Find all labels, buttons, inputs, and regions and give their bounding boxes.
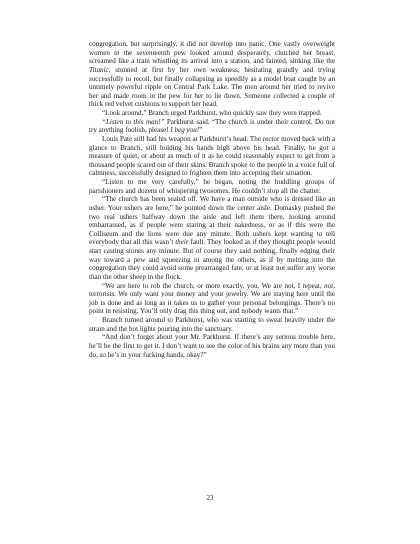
text-run: fault. They looked as if they thought people would start casting stones any minute. But of course they said nothing, finally edging their way toward a pew and squeezing in among the others, as if by melting into the congregation they could avoid some prearranged fate, or at least not suffer any worse than the other sheep in the flock.	[89, 238, 335, 281]
paragraph	[89, 118, 335, 135]
italic-text-run: Titanic	[89, 65, 109, 74]
text-run: “Listen to me very carefully,” he began, noting the huddling groups of parishioners and dozens of whispering twosomes. He couldn’t stop all the chatter.	[89, 178, 335, 195]
paragraph	[89, 333, 335, 359]
text-run: Louis Pate still had his weapon at Parkhurst’s head. The rector moved back with a glance to Branch, still holding his hands high above his head. Finally, he got a measure of quiet, or about as much of it as he could reasonably expect to get from a thousand people scared out of their skins. Branch spoke to the people in a voice full of calmness, successfully designed to frighten them into accepting their situation.	[89, 134, 335, 178]
paragraph	[89, 195, 335, 281]
text-run: Branch turned around to Parkhurst, who was starting to sweat heavily under the strain and the hot lights pouring into the sanctuary.	[89, 316, 335, 333]
paragraph	[89, 282, 335, 317]
text-run: ”	[199, 126, 203, 135]
text-run: , stunned at first by her own weakness, hesitating grandly and trying successfully to recoil, but finally collapsing as speedily as a model boat caught by an untimely powerful ripple on Central Park Lake. The men around her tried to revive her and made room in the pew for her to lie down. Someone collected a couple of thick red velvet cushions to support her head.	[89, 65, 335, 109]
paragraph	[89, 109, 335, 118]
text-run: “Look around,” Branch urged Parkhurst, who quickly saw they were trapped.	[102, 109, 322, 117]
paragraph	[89, 40, 335, 109]
text-run: , terrorists. We only want your money and your jewelry. We are staying here until the job is done and as long as it takes us to gather your personal belongings. There’s no point in resisting. You’ll only drag this thing out, and nobody wants that.”	[89, 281, 335, 316]
paragraph	[89, 135, 335, 178]
text-run: congregation, but surprisingly, it did not develop into panic. One vastly overweight women in the seventeenth pew looked around desperately, clutched her breast, screamed like a train whistling its arrival into a station, and fainted, sinking like the	[89, 40, 335, 66]
text-run: “The church has been sealed off. We have a man outside who is dressed like an usher. Your ushers are here,” he pointed down the center aisle. Domasky pushed the two real ushers halfway down the aisle and left them there, looking around embarrassed, as if people were staring at their nakedness, or as if this were the Colliseum and the lions were due any minute. Both ushers kept wanting to tell everybody that all this wasn’t	[89, 195, 335, 247]
italic-text-run: I beg you!	[170, 126, 200, 135]
text-run: Parkhurst said. “The church is under their control. Do not try anything foolish, please!	[89, 117, 335, 135]
paragraph	[89, 316, 335, 333]
page-number: 23	[206, 494, 214, 502]
text-run: “We are here to rob the church, or more exactly, you. We are not, I repeat,	[102, 281, 325, 290]
paragraph	[89, 178, 335, 195]
text-run: “And don’t forget about your Mr. Parkhurst. If there’s any serious trouble here, he’ll be the first to get it. I don’t want to see the color of his brains any more than you do, so he’s in your fucking hands, okay?”	[89, 333, 335, 359]
italic-text-run: their	[175, 238, 189, 247]
body-text	[89, 40, 335, 359]
italic-text-run: not	[324, 281, 334, 290]
italic-text-run: “Listen to this man!”	[102, 117, 165, 126]
